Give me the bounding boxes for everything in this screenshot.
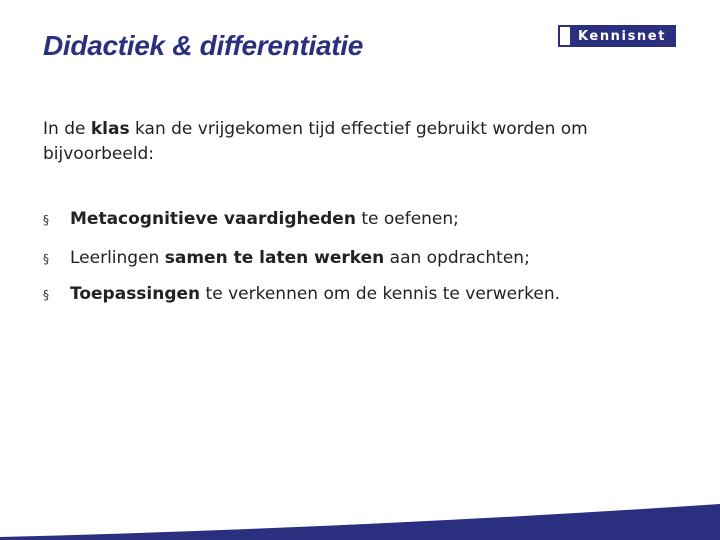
bullet-item-collaboration — [43, 246, 703, 271]
intro-paragraph — [43, 117, 683, 167]
slide-title: Didactiek & differentiatie — [43, 30, 363, 61]
bullet-text: te verkennen om de kennis te verwerken. — [200, 284, 560, 304]
logo-text: Kennisnet — [577, 28, 667, 44]
bullet-bold-text: Metacognitieve vaardigheden — [70, 209, 356, 229]
bullet-text: te oefenen; — [355, 209, 459, 229]
intro-bold-word: klas — [90, 119, 130, 139]
bullet-item-metacognition — [43, 207, 703, 232]
logo-left-bar — [560, 27, 570, 45]
intro-text-before: In de — [43, 119, 91, 139]
bullet-marker-icon: § — [43, 288, 49, 302]
intro-text-after: kan de vrijgekomen tijd effectief gebruikt worden om bijvoorbeeld: — [43, 119, 588, 164]
bullet-item-applications — [43, 282, 703, 307]
bullet-text: aan opdrachten; — [384, 248, 530, 268]
bullet-marker-icon: § — [43, 252, 49, 266]
footer-wave-band — [0, 500, 720, 540]
bullet-marker-icon: § — [43, 213, 49, 227]
bullet-pre-text: Leerlingen — [70, 248, 165, 268]
bullet-bold-text: samen te laten werken — [164, 248, 385, 268]
footer-wave-shape — [0, 504, 720, 540]
bullet-bold-text: Toepassingen — [70, 284, 201, 304]
kennisnet-logo — [558, 25, 676, 47]
